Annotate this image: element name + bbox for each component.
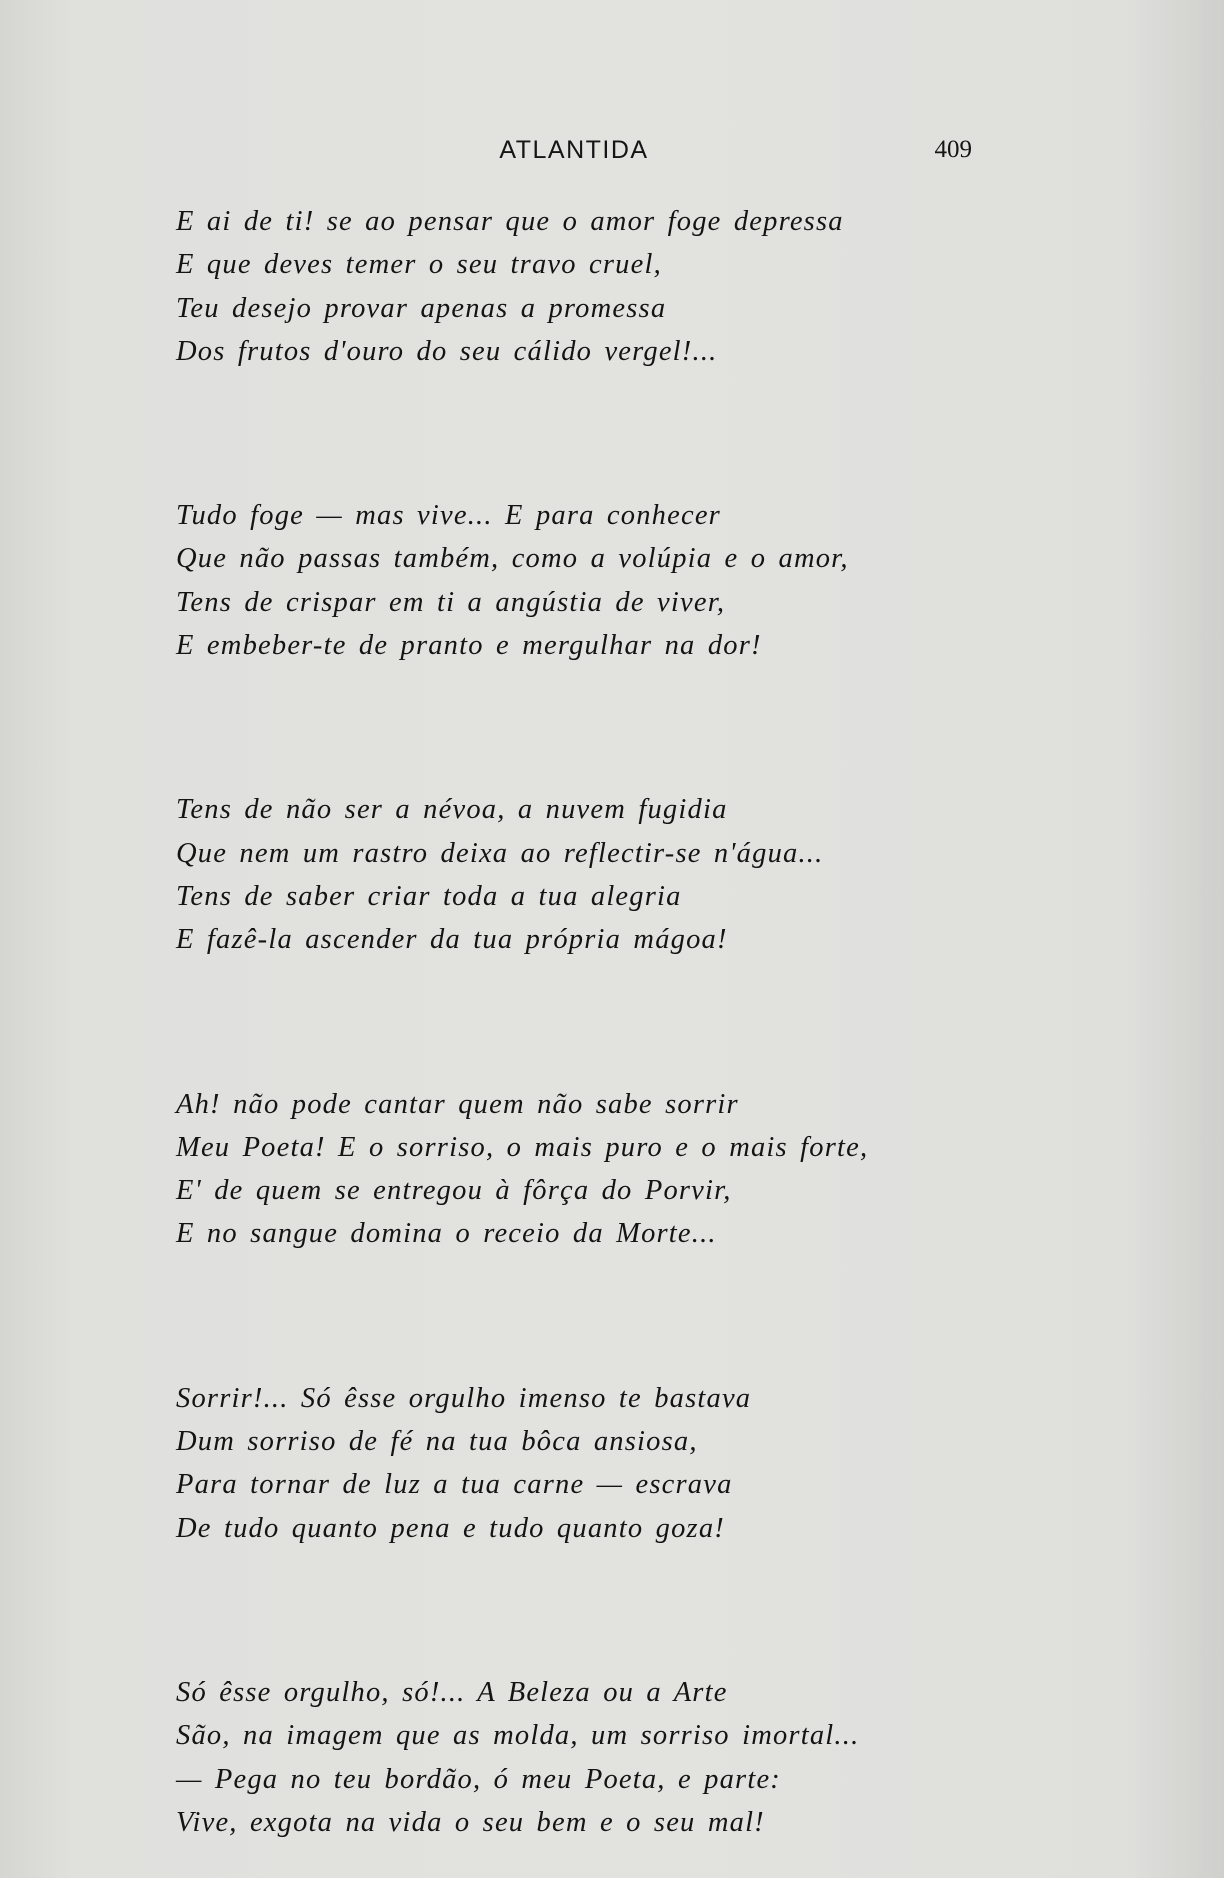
verse-line: Vive, exgota na vida o seu bem e o seu mal! [176,1806,765,1838]
verse-line: De tudo quanto pena e tudo quanto goza! [176,1512,725,1544]
stanza-5 [176,1377,936,1550]
verse-line: Só êsse orgulho, só!... A Beleza ou a Arte [176,1676,728,1708]
verse-line: E que deves temer o seu travo cruel, [176,249,662,281]
stanza-3 [176,788,936,961]
verse-line: Que não passas também, como a volúpia e o amor, [176,543,849,575]
verse-line: São, na imagem que as molda, um sorriso imortal... [176,1720,860,1752]
verse-line: Ah! não pode cantar quem não sabe sorrir [176,1088,739,1120]
verse-line: E fazê-la ascender da tua própria mágoa! [176,924,728,956]
verse-line: Que nem um rastro deixa ao reflectir-se n'água... [176,837,824,869]
verse-line: Sorrir!... Só êsse orgulho imenso te bastava [176,1382,752,1414]
verse-line: E no sangue domina o receio da Morte... [176,1218,717,1250]
stanza-4 [176,1083,936,1256]
stanza-1 [176,200,936,373]
stanza-2 [176,494,936,667]
verse-line: Dos frutos d'ouro do seu cálido vergel!... [176,335,718,367]
verse-line: Tens de crispar em ti a angústia de viver, [176,586,726,618]
verse-line: — Pega no teu bordão, ó meu Poeta, e parte: [176,1763,781,1795]
verse-line: Meu Poeta! E o sorriso, o mais puro e o mais forte, [176,1131,869,1163]
running-title: ATLANTIDA [499,136,649,164]
verse-line: Dum sorriso de fé na tua bôca ansiosa, [176,1426,698,1458]
page-number: 409 [934,136,972,163]
verse-line: E embeber-te de pranto e mergulhar na dor! [176,630,762,662]
poem-body [176,200,936,1878]
verse-line: E' de quem se entregou à fôrça do Porvir, [176,1175,732,1207]
running-header [176,136,972,176]
stanza-6 [176,1671,936,1844]
verse-line: Teu desejo provar apenas a promessa [176,292,667,324]
verse-line: Tens de saber criar toda a tua alegria [176,880,682,912]
verse-line: E ai de ti! se ao pensar que o amor foge depressa [176,206,844,237]
verse-line: Tudo foge — mas vive... E para conhecer [176,500,721,532]
verse-line: Tens de não ser a névoa, a nuvem fugidia [176,794,728,826]
verse-line: Para tornar de luz a tua carne — escrava [176,1469,733,1501]
